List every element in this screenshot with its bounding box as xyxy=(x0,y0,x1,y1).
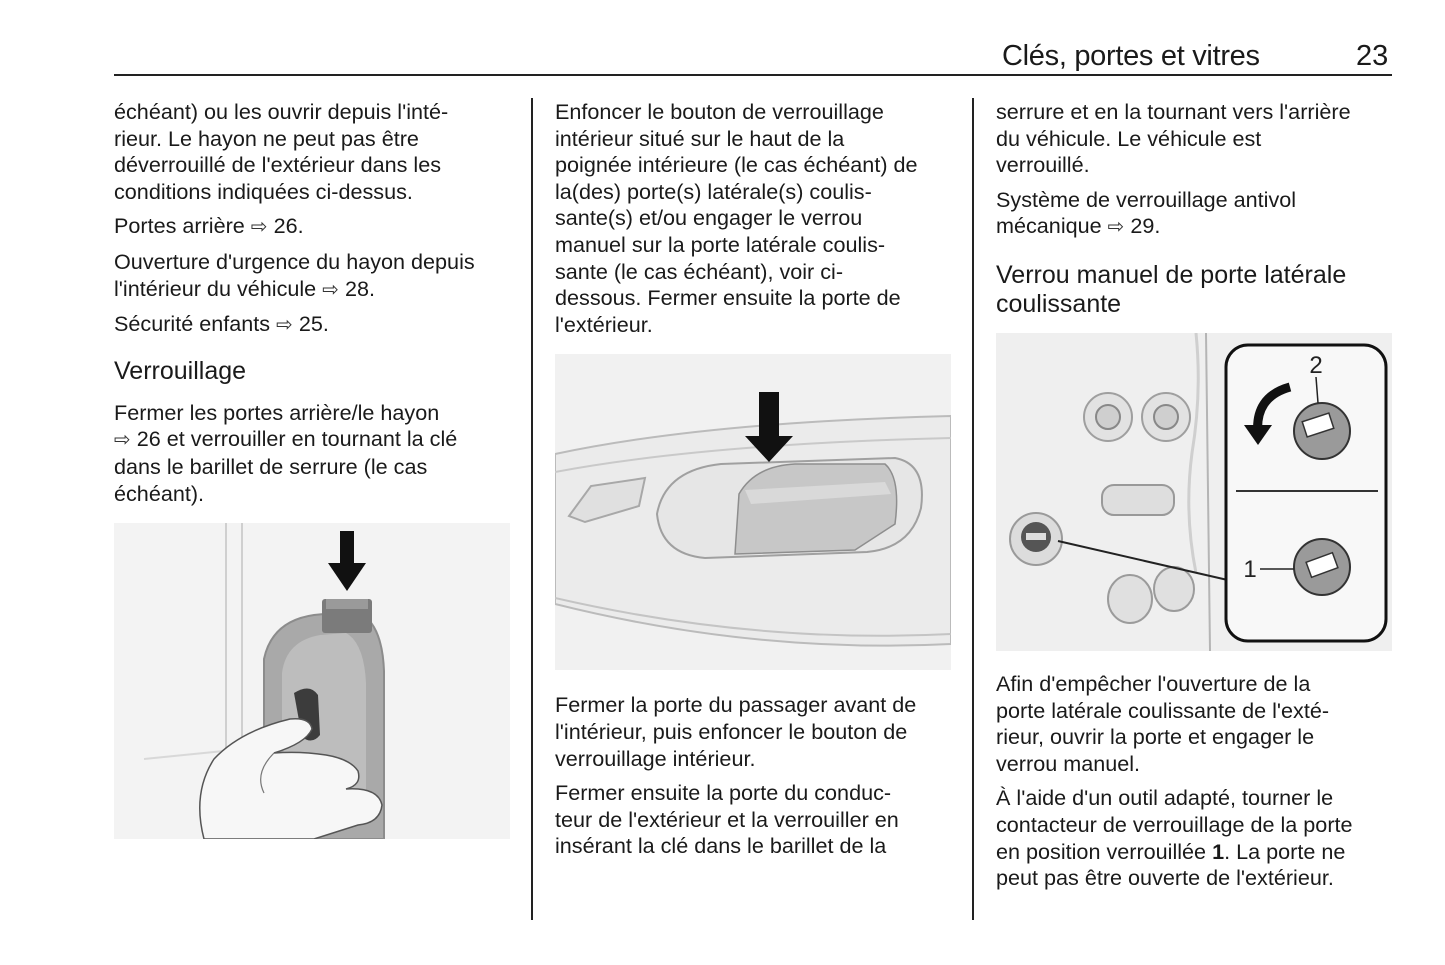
header-divider xyxy=(114,74,1392,76)
arrow-ref-icon: ⇨ xyxy=(114,429,131,452)
xref-child-safety[interactable]: Sécurité enfants ⇨ 25. xyxy=(114,311,329,337)
heading-verrouillage: Verrouillage xyxy=(114,356,247,385)
heading-manual-lock: Verrou manuel de porte latérale coulissante xyxy=(996,260,1347,318)
paragraph-continued: échéant) ou les ouvrir depuis l'inté- rieur. Le hayon ne peut pas être déverrouillé de l'extérieur dans les conditions indiquées ci-dessus. xyxy=(114,99,449,204)
xref-antitheft[interactable]: Système de verrouillage antivol mécanique ⇨ 29. xyxy=(996,186,1297,239)
paragraph-interior-lock-button: Enfoncer le bouton de verrouillage intérieur situé sur le haut de la poignée intérieure (le cas échéant) de la(des) porte(s) latérale(s) coulis- sante(s) et/ou engager le verrou manuel sur la porte latérale coulis- sante (le cas échéant), voir ci- dessous. Fermer ensuite la porte de l'extérieur. xyxy=(555,99,918,337)
column-3 xyxy=(996,99,1396,900)
arrow-ref-icon: ⇨ xyxy=(250,216,268,239)
paragraph-driver-door: Fermer ensuite la porte du conduc- teur de l'extérieur et la verrouiller en insérant la clé dans le barillet de la xyxy=(555,780,899,859)
paragraph-prevent-opening: Afin d'empêcher l'ouverture de la porte latérale coulissante de l'exté- rieur, ouvrir la porte et engager le verrou manuel. xyxy=(996,670,1330,776)
rear-door-lock-illustration xyxy=(114,523,510,839)
column-divider-1 xyxy=(531,98,533,920)
xref-emergency-opening[interactable]: Ouverture d'urgence du hayon depuis l'intérieur du véhicule ⇨ 28. xyxy=(114,248,475,301)
paragraph-passenger-door: Fermer la porte du passager avant de l'intérieur, puis enfoncer le bouton de verrouillage intérieur. xyxy=(555,692,917,771)
sliding-door-manual-lock-illustration xyxy=(996,333,1392,651)
page-number: 23 xyxy=(1356,40,1389,72)
column-2 xyxy=(555,99,955,868)
paragraph-turn-switch: À l'aide d'un outil adapté, tourner le contacteur de verrouillage de la porte en position verrouillée 1. La porte ne peut pas être ouverte de l'extérieur. xyxy=(996,785,1353,891)
column-1 xyxy=(114,99,514,839)
arrow-ref-icon: ⇨ xyxy=(276,314,293,337)
figure-label-2: 2 xyxy=(1309,351,1323,379)
paragraph-locking: Fermer les portes arrière/le hayon ⇨ 26 et verrouiller en tournant la clé dans le barillet de serrure (le cas échéant). xyxy=(114,399,458,506)
paragraph-continued-lock: serrure et en la tournant vers l'arrière du véhicule. Le véhicule est verrouillé. xyxy=(996,99,1351,178)
section-title: Clés, portes et vitres xyxy=(1002,40,1260,72)
column-divider-2 xyxy=(972,98,974,920)
figure-label-1: 1 xyxy=(1243,555,1257,583)
arrow-ref-icon: ⇨ xyxy=(322,278,339,301)
xref-rear-doors[interactable]: Portes arrière ⇨ 26. xyxy=(114,213,304,239)
interior-handle-lock-illustration xyxy=(555,354,951,670)
arrow-ref-icon: ⇨ xyxy=(1107,216,1125,239)
